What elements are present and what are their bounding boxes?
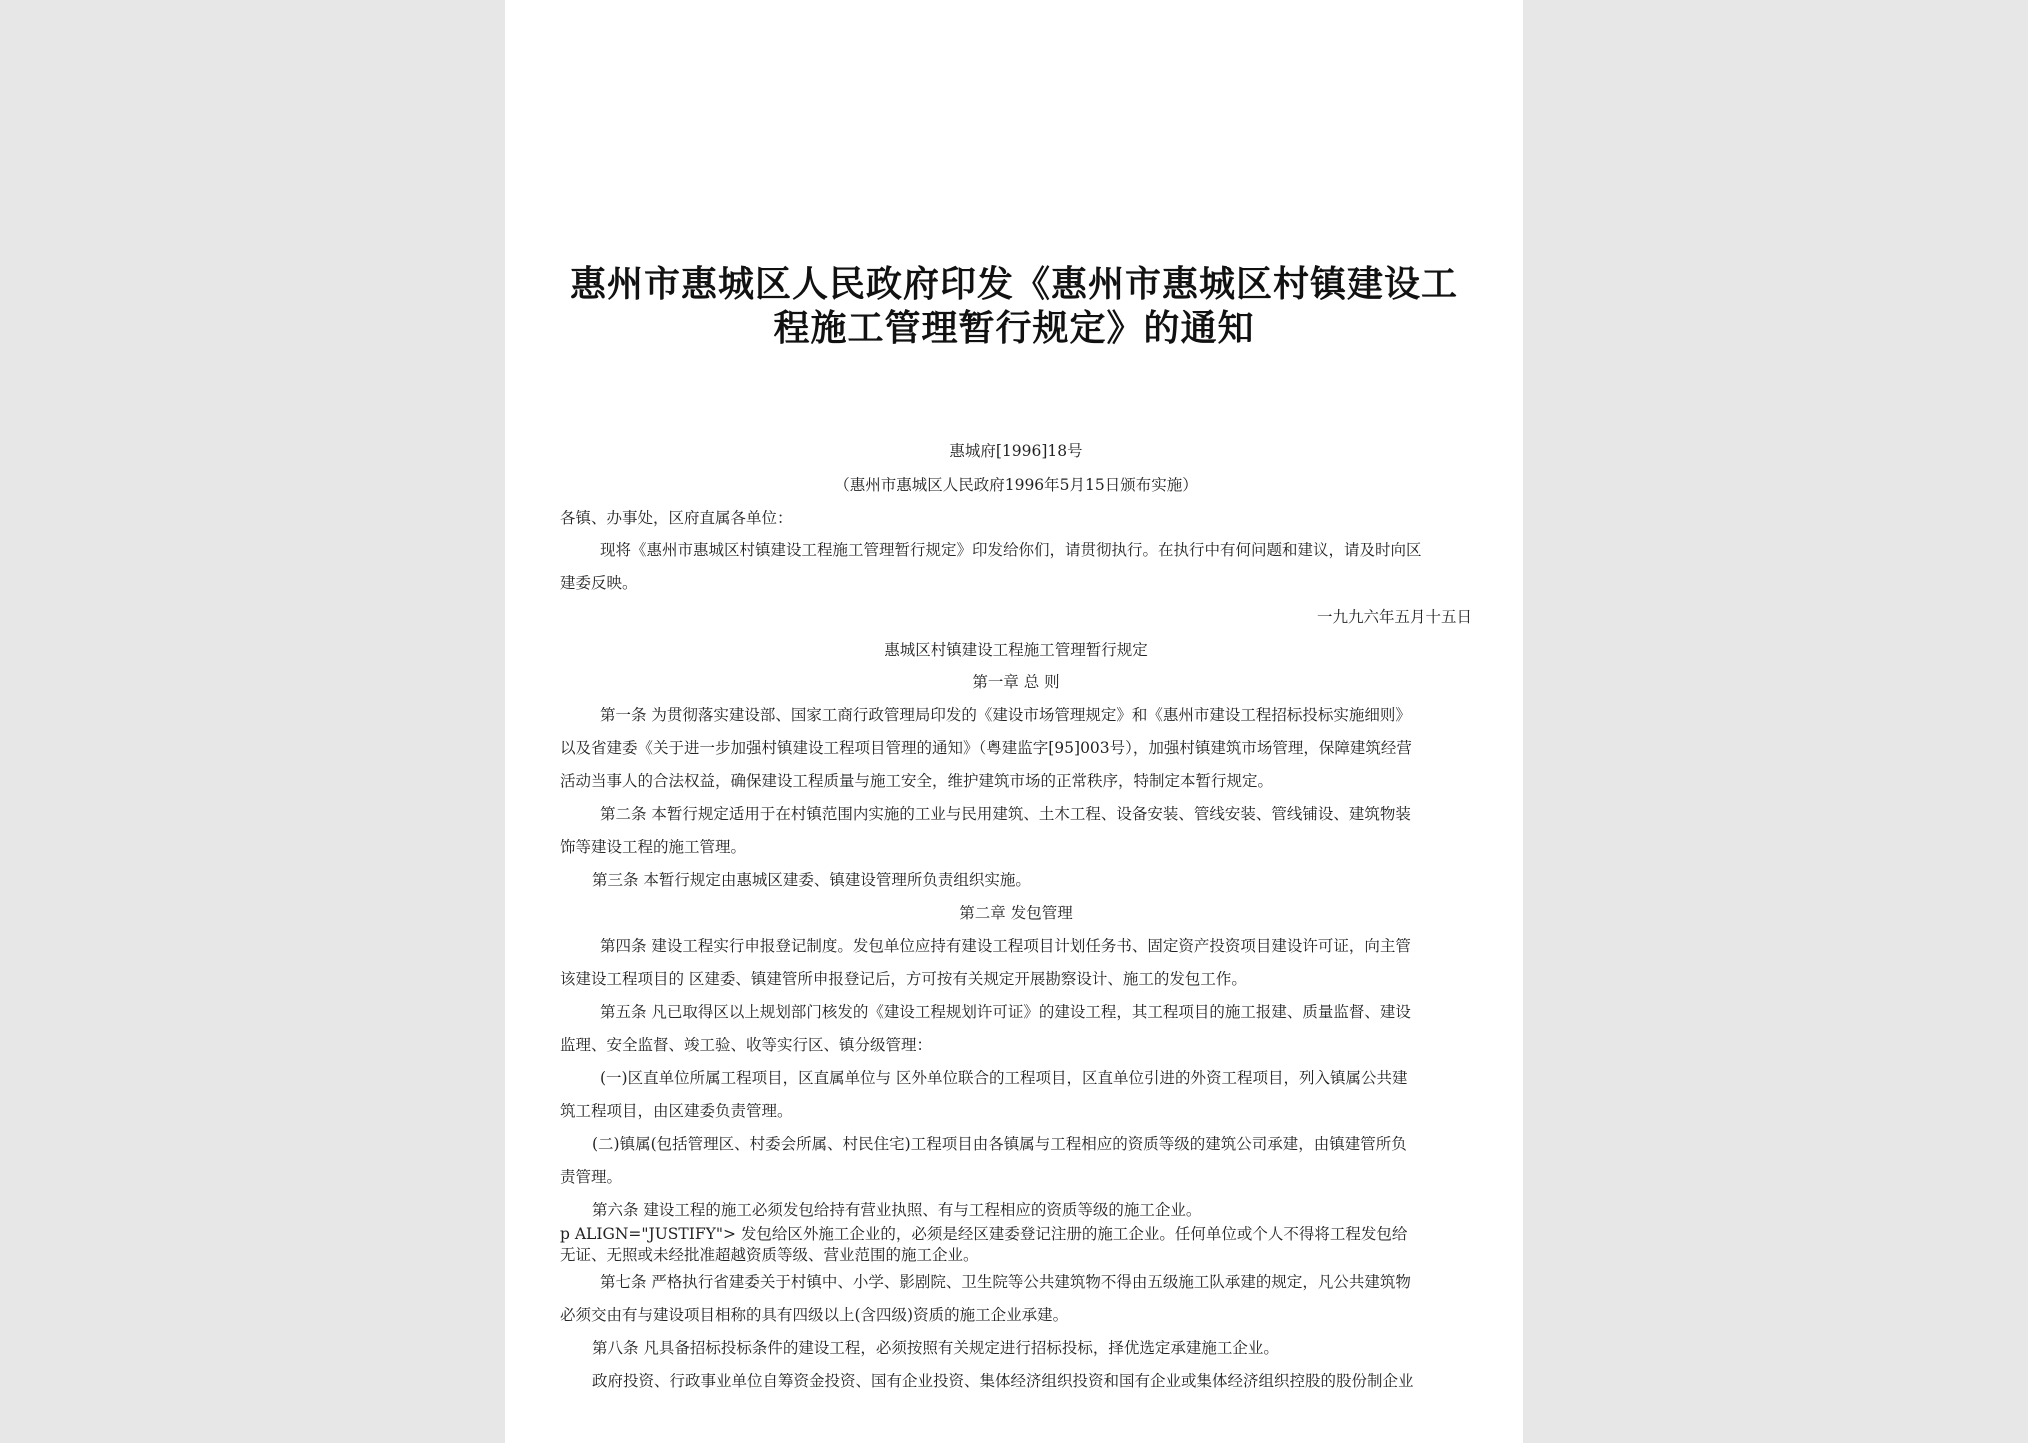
article-line: 该建设工程项目的 区建委、镇建管所申报登记后，方可按有关规定开展勘察设计、施工的发包工作。 [560,970,1247,988]
article-line: 第五条 凡已取得区以上规划部门核发的《建设工程规划许可证》的建设工程，其工程项目的施工报建、质量监督、建设 [600,1003,1411,1021]
item-line: (一)区直单位所属工程项目，区直属单位与 区外单位联合的工程项目，区直单位引进的外资工程项目，列入镇属公共建 [600,1069,1408,1087]
article-line: 饰等建设工程的施工管理。 [560,838,747,856]
chapter-heading: 第二章 发包管理 [959,904,1073,922]
article-line: 第四条 建设工程实行申报登记制度。发包单位应持有建设工程项目计划任务书、固定资产投资项目建设许可证，向主管 [600,937,1411,955]
title-line-1: 惠州市惠城区人民政府印发《惠州市惠城区村镇建设工 [569,263,1458,305]
article-line: 活动当事人的合法权益，确保建设工程质量与施工安全，维护建筑市场的正常秩序，特制定本暂行规定。 [560,772,1274,790]
article-line: 第三条 本暂行规定由惠城区建委、镇建设管理所负责组织实施。 [592,871,1031,889]
doc-number: 惠城府[1996]18号 [949,442,1083,460]
document-date: 一九九六年五月十五日 [1316,608,1472,626]
body-paragraph-line: 建委反映。 [560,574,638,592]
document-title [565,262,1463,350]
item-line: (二)镇属(包括管理区、村委会所属、村民住宅)工程项目由各镇属与工程相应的资质等级的建筑公司承建，由镇建管所负 [592,1135,1407,1153]
addressee: 各镇、办事处，区府直属各单位： [560,509,793,527]
article-line: 第一条 为贯彻落实建设部、国家工商行政管理局印发的《建设市场管理规定》和《惠州市建设工程招标投标实施细则》 [600,706,1411,724]
chapter-heading: 第一章 总 则 [972,673,1060,691]
article-line: 以及省建委《关于进一步加强村镇建设工程项目管理的通知》（粤建监字[95]003号），加强村镇建筑市场管理，保障建筑经营 [560,739,1412,757]
article-line: 第六条 建设工程的施工必须发包给持有营业执照、有与工程相应的资质等级的施工企业。 [592,1201,1202,1219]
article-line: 必须交由有与建设项目相称的具有四级以上(含四级)资质的施工企业承建。 [560,1306,1069,1324]
article-line: 第七条 严格执行省建委关于村镇中、小学、影剧院、卫生院等公共建筑物不得由五级施工队承建的规定，凡公共建筑物 [600,1273,1411,1291]
article-line: 第八条 凡具备招标投标条件的建设工程，必须按照有关规定进行招标投标，择优选定承建施工企业。 [592,1339,1279,1357]
body-paragraph-line: 现将《惠州市惠城区村镇建设工程施工管理暂行规定》印发给你们，请贯彻执行。在执行中有何问题和建议，请及时向区 [600,541,1422,559]
regulation-title: 惠城区村镇建设工程施工管理暂行规定 [884,641,1148,659]
article-line: 无证、无照或未经批准超越资质等级、营业范围的施工企业。 [560,1246,979,1264]
item-line: 责管理。 [560,1168,623,1186]
title-line-2: 程施工管理暂行规定》的通知 [773,307,1255,349]
article-line: 第二条 本暂行规定适用于在村镇范围内实施的工业与民用建筑、土木工程、设备安装、管线安装、管线铺设、建筑物装 [600,805,1411,823]
document-page [505,0,1523,1443]
item-line: 筑工程项目，由区建委负责管理。 [560,1102,793,1120]
article-line: 政府投资、行政事业单位自筹资金投资、国有企业投资、集体经济组织投资和国有企业或集体经济组织控股的股份制企业 [592,1372,1414,1390]
issued-note: （惠州市惠城区人民政府1996年5月15日颁布实施） [834,476,1198,494]
article-line: p ALIGN="JUSTIFY"> 发包给区外施工企业的，必须是经区建委登记注册的施工企业。任何单位或个人不得将工程发包给 [560,1225,1408,1243]
article-line: 监理、安全监督、竣工验、收等实行区、镇分级管理： [560,1036,933,1054]
